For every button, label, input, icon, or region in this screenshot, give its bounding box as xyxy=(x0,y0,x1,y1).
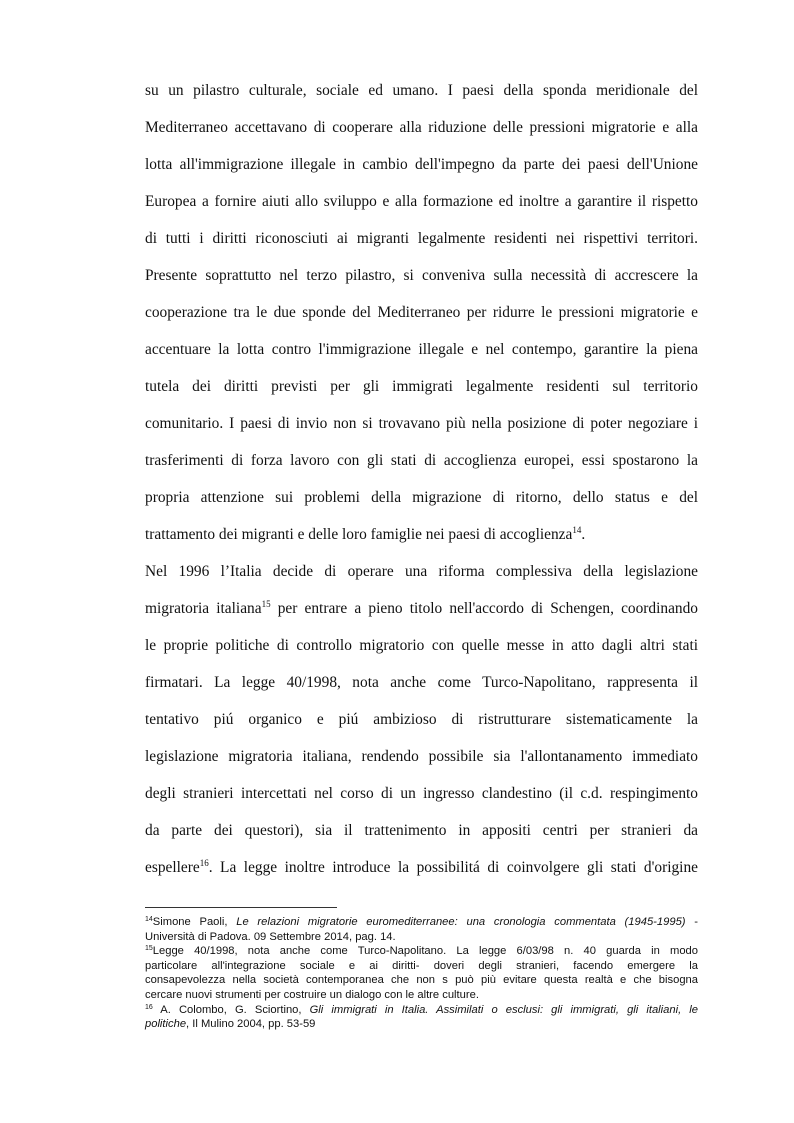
text-line: tutela dei diritti previsti per gli immigrati legalmente residenti sul territorio xyxy=(145,378,698,395)
footnote-title: Gli immigrati in Italia. Assimilati o esclusi: gli immigrati, gli italiani, le xyxy=(309,1003,699,1016)
text-line: degli stranieri intercettati nel corso di un ingresso clandestino (il c.d. respingimento xyxy=(145,785,698,802)
text-line: legislazione migratoria italiana, rendendo possibile sia l'allontanamento immediato xyxy=(145,748,698,765)
body-text xyxy=(145,72,698,886)
text-line: Presente soprattutto nel terzo pilastro, si conveniva sulla necessità di accrescere la xyxy=(145,267,698,284)
text-line: comunitario. I paesi di invio non si trovavano più nella posizione di poter negoziare i xyxy=(145,415,698,432)
footnotes xyxy=(145,915,698,1032)
footnote-line: consapevolezza nella società contemporanea che non s può più evitare questa realtà e che bisogna xyxy=(145,974,698,987)
text-line: trasferimenti di forza lavoro con gli stati di accoglienza europei, essi spostarono la xyxy=(145,452,698,469)
text-line: su un pilastro culturale, sociale ed umano. I paesi della sponda meridionale del xyxy=(145,82,698,99)
footnote-line: Università di Padova. 09 Settembre 2014, pag. 14. xyxy=(145,930,396,943)
text-line xyxy=(145,590,698,627)
text-line: Nel 1996 l’Italia decide di operare una riforma complessiva della legislazione xyxy=(145,563,698,580)
footnote-line xyxy=(145,915,698,930)
footnote-ref-15[interactable]: 15 xyxy=(261,599,271,609)
footnote-text: - xyxy=(685,916,698,928)
text-line xyxy=(145,516,698,553)
text-line: propria attenzione sui problemi della migrazione di ritorno, dello status e del xyxy=(145,489,698,506)
footnote-line: cercare nuovi strumenti per costruire un dialogo con le altre culture. xyxy=(145,988,479,1001)
footnote-number: 14 xyxy=(145,916,153,923)
text-line: cooperazione tra le due sponde del Mediterraneo per ridurre le pressioni migratorie e xyxy=(145,304,698,321)
footnote-text: , Il Mulino 2004, pp. 53-59 xyxy=(186,1018,316,1031)
text-line: accentuare la lotta contro l'immigrazione illegale e nel contempo, garantire la piena xyxy=(145,341,698,358)
footnote-ref-16[interactable]: 16 xyxy=(199,858,209,868)
footnote-14 xyxy=(145,915,698,944)
footnote-line xyxy=(145,944,698,959)
line-text: trattamento dei migranti e delle loro famiglie nei paesi di accoglienza xyxy=(145,526,573,543)
footnote-separator xyxy=(145,907,337,908)
text-line: lotta all'immigrazione illegale in cambio dell'impegno da parte dei paesi dell'Unione xyxy=(145,156,698,173)
text-line: Europea a fornire aiuti allo sviluppo e alla formazione ed inoltre a garantire il rispetto xyxy=(145,193,698,210)
text-line: tentativo piú organico e piú ambizioso di ristrutturare sistematicamente la xyxy=(145,711,698,728)
text-line: le proprie politiche di controllo migratorio con quelle messe in atto dagli altri stati xyxy=(145,637,698,654)
line-text: per entrare a pieno titolo nell'accordo di Schengen, coordinando xyxy=(270,600,699,617)
line-text: migratoria italiana xyxy=(145,600,262,617)
footnote-number: 15 xyxy=(145,945,153,953)
line-text: . La legge inoltre introduce la possibilitá di coinvolgere gli stati d'origine xyxy=(208,859,698,876)
footnote-15 xyxy=(145,944,698,1002)
text-line: Mediterraneo accettavano di cooperare alla riduzione delle pressioni migratorie e alla xyxy=(145,119,698,136)
footnote-line: particolare all'integrazione sociale e ai diritti- doveri degli stranieri, facendo emergere la xyxy=(145,959,698,972)
line-text: espellere xyxy=(145,859,200,876)
text-line: da parte dei questori), sia il trattenimento in appositi centri per stranieri da xyxy=(145,822,698,839)
footnote-text: Legge 40/1998, nota anche come Turco-Napolitano. La legge 6/03/98 n. 40 guarda in modo xyxy=(152,945,698,958)
text-line xyxy=(145,849,698,886)
footnote-author: Simone Paoli, xyxy=(152,916,237,928)
footnote-line xyxy=(145,1003,698,1018)
footnote-number: 16 xyxy=(145,1003,153,1011)
text-line: firmatari. La legge 40/1998, nota anche come Turco-Napolitano, rappresenta il xyxy=(145,674,698,691)
footnote-title: Le relazioni migratorie euromediterranee: una cronologia commentata (1945-1995) xyxy=(236,916,686,928)
footnote-line xyxy=(145,1017,698,1032)
footnote-title: politiche xyxy=(145,1018,187,1031)
footnote-ref-14[interactable]: 14 xyxy=(572,525,582,535)
text-line: di tutti i diritti riconosciuti ai migranti legalmente residenti nei rispettivi territori. xyxy=(145,230,698,247)
line-text: . xyxy=(581,526,586,543)
footnote-author: A. Colombo, G. Sciortino, xyxy=(152,1003,310,1016)
footnote-16 xyxy=(145,1003,698,1032)
